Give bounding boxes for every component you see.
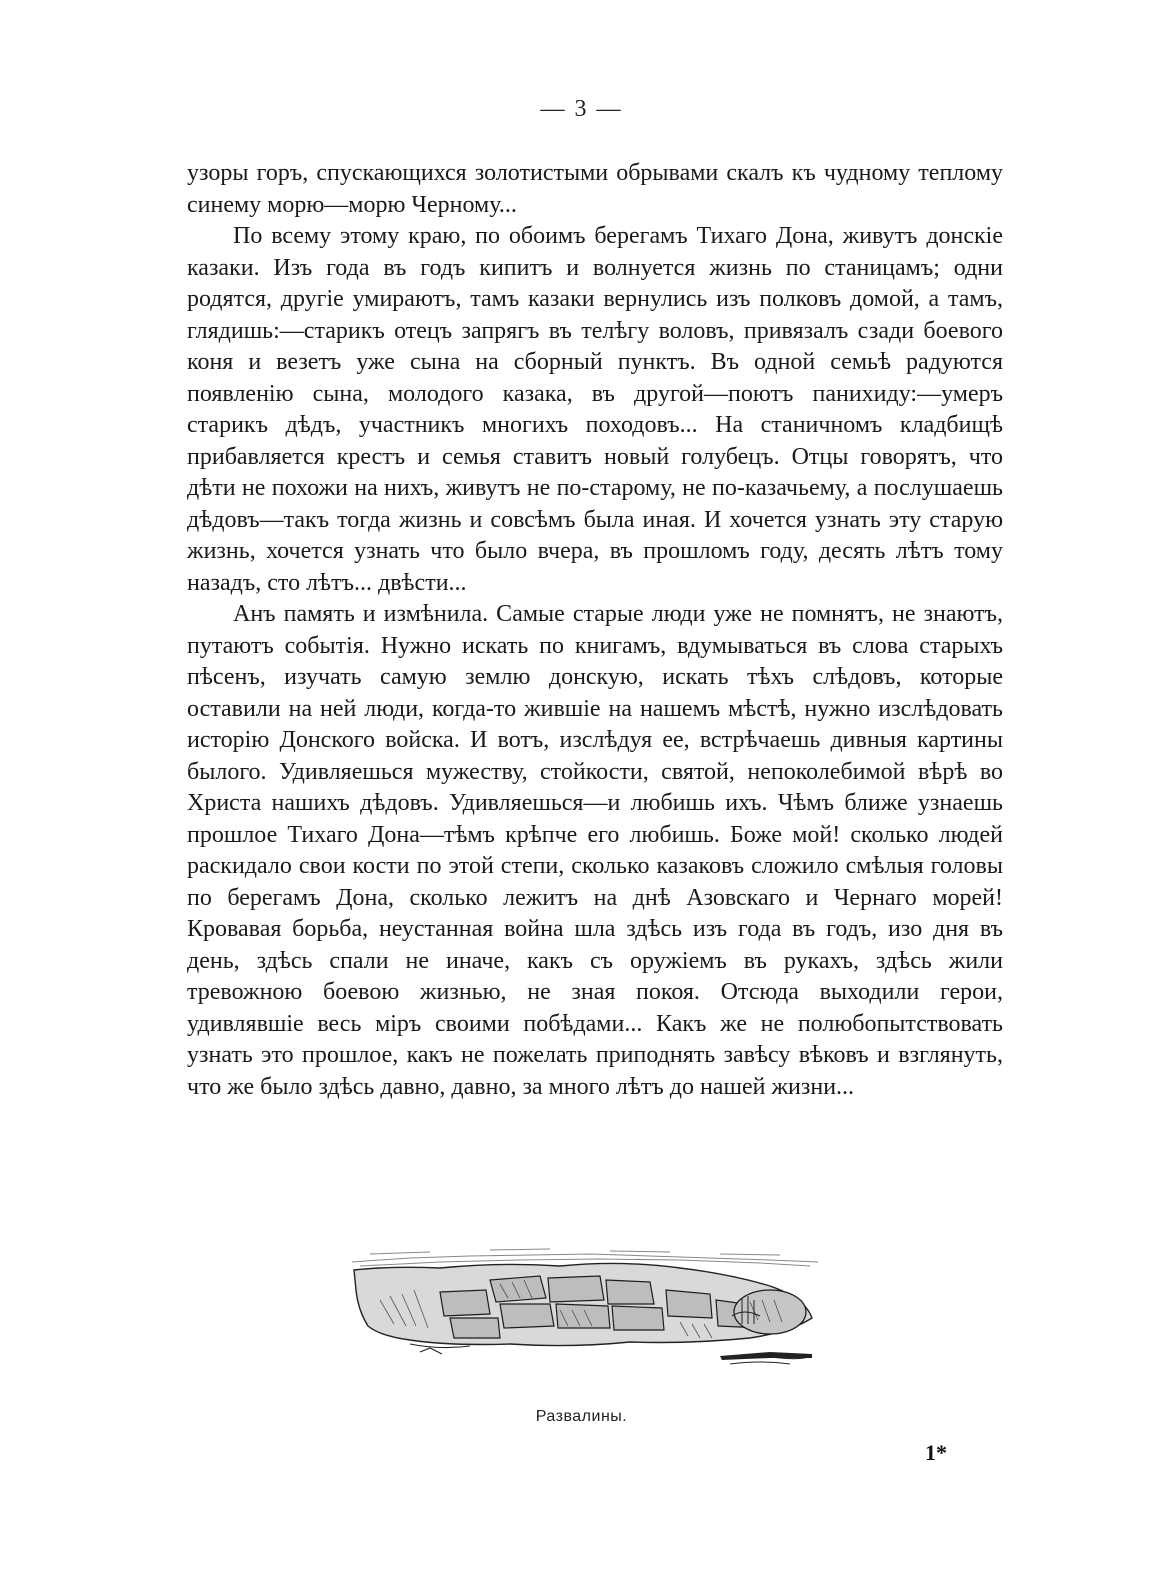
signature-mark: 1* [925, 1440, 947, 1465]
paragraph-3: Анъ память и измѣнила. Самые старые люди уже не помнятъ, не знаютъ, путаютъ событія. Нужно искать по книгамъ, вдумываться въ слова старыхъ пѣсенъ, изучать самую землю донскую, искать тѣхъ слѣдовъ, которые оставили на ней люди, когда-то жившіе на нашемъ мѣстѣ, нужно изслѣдовать исторію Донского войска. И вотъ, изслѣдуя ее, встрѣчаешь дивныя картины былого. Удивляешься мужеству, стойкости, святой, непоколебимой вѣрѣ во Христа нашихъ дѣдовъ. Удивляешься—и любишь ихъ. Чѣмъ ближе узнаешь прошлое Тихаго Дона—тѣмъ крѣпче его любишь. Боже мой! сколько людей раскидало свои кости по этой степи, сколько казаковъ сложило смѣлыя головы по берегамъ Дона, сколько лежитъ на днѣ Азовскаго и Чернаго морей! Кровавая борьба, неустанная война шла здѣсь изъ года въ годъ, изо дня въ день, здѣсь спали не иначе, какъ съ оружіемъ въ рукахъ, здѣсь жили тревожною боевою жизнью, не зная покоя. Отсюда выходили герои, удивлявшіе весь міръ своими побѣдами... Какъ же не полюбопытствовать узнать это прошлое, какъ не пожелать приподнять завѣсу вѣковъ и взглянуть, что же было здѣсь давно, давно, за много лѣтъ до нашей жизни... [187, 601, 1003, 1100]
paragraph-2: По всему этому краю, по обоимъ берегамъ Тихаго Дона, живутъ донскіе казаки. Изъ года въ годъ кипитъ и волнуется жизнь по станицамъ; одни родятся, другіе умираютъ, тамъ казаки вернулись изъ полковъ домой, а тамъ, глядишь:—старикъ отецъ запрягъ въ телѣгу воловъ, привязалъ сзади боевого коня и везетъ уже сына на сборный пунктъ. Въ одной семьѣ радуются появленію сына, молодого казака, въ другой—поютъ панихиду:—умеръ старикъ дѣдъ, участникъ многихъ походовъ... На станичномъ кладбищѣ прибавляется крестъ и семья ставитъ новый голубецъ. Отцы говорятъ, что дѣти не похожи на нихъ, живутъ не по-старому, не по-казачьему, а послушаешь дѣдовъ—такъ тогда жизнь и совсѣмъ была иная. И хочется узнать эту старую жизнь, хочется узнать что было вчера, въ прошломъ году, десять лѣтъ тому назадъ, сто лѣтъ... двѣсти... [187, 223, 1003, 596]
page-number: — 3 — [540, 96, 623, 122]
ruins-illustration [350, 1240, 820, 1375]
body-text [187, 158, 1003, 1103]
figure-caption: Развалины. [535, 1408, 628, 1425]
paragraph-1: узоры горъ, спускающихся золотистыми обрывами скалъ къ чудному теплому синему морю—морю Черному... [187, 160, 1003, 218]
